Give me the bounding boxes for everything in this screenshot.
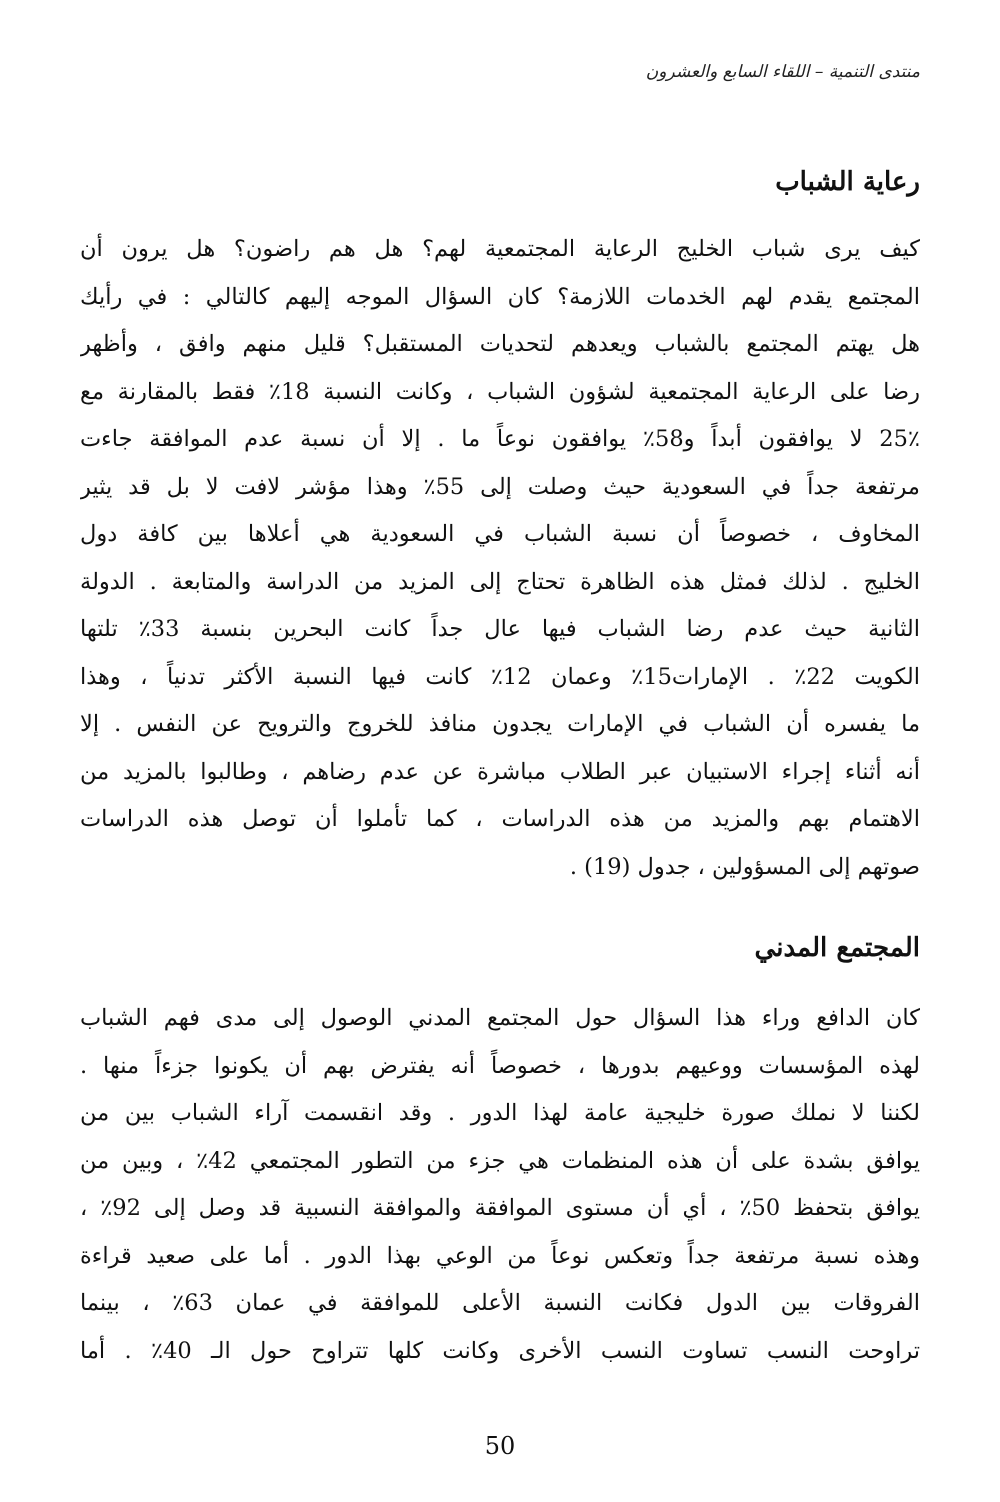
paragraph-line: هل يهتم المجتمع بالشباب ويعدهم لتحديات المستقبل؟ قليل منهم وافق ، وأظهر (80, 331, 920, 357)
paragraph-line: يوافق بتحفظ 50٪ ، أي أن مستوى الموافقة والموافقة النسبية قد وصل إلى 92٪ ، (80, 1195, 920, 1221)
paragraph-line: رضا على الرعاية المجتمعية لشؤون الشباب ، وكانت النسبة 18٪ فقط بالمقارنة مع (80, 378, 920, 405)
paragraph-line: 25٪ لا يوافقون أبداً و58٪ يوافقون نوعاً ما . إلا أن نسبة عدم الموافقة جاءت (80, 426, 920, 452)
paragraph-line: وهذه نسبة مرتفعة جداً وتعكس نوعاً من الوعي بهذا الدور . أما على صعيد قراءة (80, 1242, 920, 1269)
paragraph-line: يوافق بشدة على أن هذه المنظمات هي جزء من التطور المجتمعي 42٪ ، وبين من (80, 1147, 920, 1174)
paragraph-line: لكننا لا نملك صورة خليجية عامة لهذا الدور . وقد انقسمت آراء الشباب بين من (80, 1100, 920, 1126)
section-heading-civil-society: المجتمع المدني (754, 933, 920, 963)
paragraph-line: كان الدافع وراء هذا السؤال حول المجتمع المدني الوصول إلى مدى فهم الشباب (80, 1005, 920, 1031)
paragraph-line: الثانية حيث عدم رضا الشباب فيها عال جداً كانت البحرين بنسبة 33٪ تلتها (80, 616, 920, 642)
paragraph-line: صوتهم إلى المسؤولين ، جدول (19) . (569, 853, 920, 880)
paragraph-line: المجتمع يقدم لهم الخدمات اللازمة؟ كان السؤال الموجه إليهم كالتالي : في رأيك (80, 283, 920, 310)
running-header: منتدى التنمية – اللقاء السابع والعشرون (645, 62, 920, 82)
paragraph-line: لهذه المؤسسات ووعيهم بدورها ، خصوصاً أنه يفترض بهم أن يكونوا جزءاً منها . (80, 1052, 920, 1079)
section-body-youth-care (80, 226, 920, 891)
section-heading-youth-care: رعاية الشباب (775, 167, 920, 197)
paragraph-line: كيف يرى شباب الخليج الرعاية المجتمعية لهم؟ هل هم راضون؟ هل يرون أن (80, 236, 920, 262)
paragraph-line: الفروقات بين الدول فكانت النسبة الأعلى للموافقة في عمان 63٪ ، بينما (80, 1290, 920, 1316)
paragraph-line: أنه أثناء إجراء الاستبيان عبر الطلاب مباشرة عن عدم رضاهم ، وطالبوا بالمزيد من (80, 758, 920, 785)
paragraph-line: الخليج . لذلك فمثل هذه الظاهرة تحتاج إلى المزيد من الدراسة والمتابعة . الدولة (80, 568, 920, 595)
paragraph-line: الاهتمام بهم والمزيد من هذه الدراسات ، كما تأملوا أن توصل هذه الدراسات (80, 806, 920, 832)
paragraph-line: مرتفعة جداً في السعودية حيث وصلت إلى 55٪ وهذا مؤشر لافت لا بل قد يثير (80, 473, 920, 500)
page-number: 50 (484, 1432, 516, 1460)
section-body-civil-society (80, 995, 920, 1375)
paragraph-line: الكويت 22٪ . الإمارات15٪ وعمان 12٪ كانت فيها النسبة الأكثر تدنياً ، وهذا (80, 663, 920, 690)
paragraph-line: المخاوف ، خصوصاً أن نسبة الشباب في السعودية هي أعلاها بين كافة دول (80, 521, 920, 547)
paragraph-line: تراوحت النسب تساوت النسب الأخرى وكانت كلها تتراوح حول الـ 40٪ . أما (80, 1337, 920, 1364)
paragraph-line: ما يفسره أن الشباب في الإمارات يجدون منافذ للخروج والترويح عن النفس . إلا (80, 711, 920, 737)
